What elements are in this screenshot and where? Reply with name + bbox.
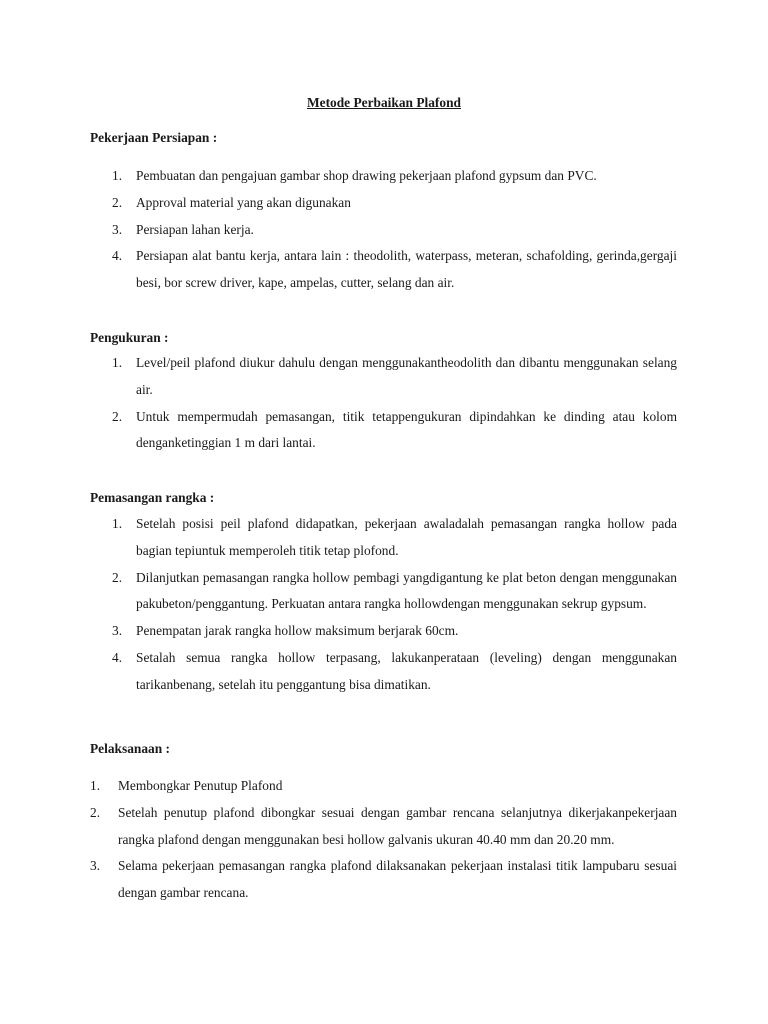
list-item xyxy=(112,511,677,565)
list-item-number: 3. xyxy=(112,623,123,639)
list-item-text: Pembuatan dan pengajuan gambar shop drawing pekerjaan plafond gypsum dan PVC. xyxy=(136,168,597,183)
list-item-number: 3. xyxy=(112,221,123,237)
list-item xyxy=(112,645,677,699)
list-item-text: Untuk mempermudah pemasangan, titik tetappengukuran dipindahkan ke dinding atau kolom denganketinggian 1 m dari lantai. xyxy=(136,408,677,451)
list-item-number: 1. xyxy=(112,516,123,531)
section-heading-persiapan: Pekerjaan Persiapan : xyxy=(90,130,218,145)
list-item xyxy=(112,163,677,190)
list-item-text: Setalah semua rangka hollow terpasang, lakukanperataan (leveling) dengan menggunakan tarikanbenang, setelah itu penggantung bisa dimatikan. xyxy=(136,649,677,692)
list-item xyxy=(112,618,677,645)
list-item-text: Approval material yang akan digunakan xyxy=(136,194,351,210)
list-item xyxy=(112,243,677,297)
list-pelaksanaan xyxy=(90,773,677,907)
list-item-number: 1. xyxy=(90,778,101,793)
list-pengukuran xyxy=(112,350,677,457)
list-item xyxy=(90,800,677,854)
list-item-text: Selama pekerjaan pemasangan rangka plafond dilaksanakan pekerjaan instalasi titik lampubaru sesuai dengan gambar rencana. xyxy=(118,858,677,901)
list-item xyxy=(112,190,677,217)
list-item xyxy=(90,773,677,800)
list-item-text: Dilanjutkan pemasangan rangka hollow pembagi yangdigantung ke plat beton dengan menggunakan pakubeton/penggantung. Perkuatan antara rangka hollowdengan menggunakan sekrup gypsum. xyxy=(136,569,677,612)
list-item-text: Persiapan lahan kerja. xyxy=(136,221,254,237)
list-item xyxy=(112,350,677,404)
list-item-number: 4. xyxy=(112,248,123,264)
list-persiapan xyxy=(112,163,677,297)
list-item xyxy=(90,853,677,907)
list-item-number: 2. xyxy=(112,569,123,585)
section-heading-pemasangan-rangka: Pemasangan rangka : xyxy=(90,490,215,505)
list-item-number: 1. xyxy=(112,355,123,370)
list-item-number: 1. xyxy=(112,168,123,183)
list-item-number: 4. xyxy=(112,649,123,665)
list-item-text: Persiapan alat bantu kerja, antara lain : theodolith, waterpass, meteran, schafolding, gerinda,gergaji besi, bor screw driver, kape, ampelas, cutter, selang dan air. xyxy=(136,248,677,291)
list-item-text: Setelah penutup plafond dibongkar sesuai dengan gambar rencana selanjutnya dikerjakanpekerjaan rangka plafond dengan menggunakan besi hollow galvanis ukuran 40.40 mm dan 20.20 mm. xyxy=(118,804,677,847)
list-pemasangan-rangka xyxy=(112,511,677,699)
list-item-number: 2. xyxy=(90,804,101,820)
list-item-text: Penempatan jarak rangka hollow maksimum berjarak 60cm. xyxy=(136,623,459,639)
list-item-text: Level/peil plafond diukur dahulu dengan menggunakantheodolith dan dibantu menggunakan selang air. xyxy=(136,355,677,397)
list-item-number: 3. xyxy=(90,858,101,874)
list-item-number: 2. xyxy=(112,194,123,210)
list-item xyxy=(112,217,677,244)
list-item-text: Setelah posisi peil plafond didapatkan, pekerjaan awaladalah pemasangan rangka hollow pada bagian tepiuntuk memperoleh titik tetap plofond. xyxy=(136,516,677,558)
section-heading-pelaksanaan: Pelaksanaan : xyxy=(90,741,170,756)
section-heading-pengukuran: Pengukuran : xyxy=(90,330,169,345)
list-item-text: Membongkar Penutup Plafond xyxy=(118,778,283,793)
list-item-number: 2. xyxy=(112,408,123,424)
document-title: Metode Perbaikan Plafond xyxy=(307,95,461,110)
list-item xyxy=(112,565,677,619)
list-item xyxy=(112,404,677,458)
